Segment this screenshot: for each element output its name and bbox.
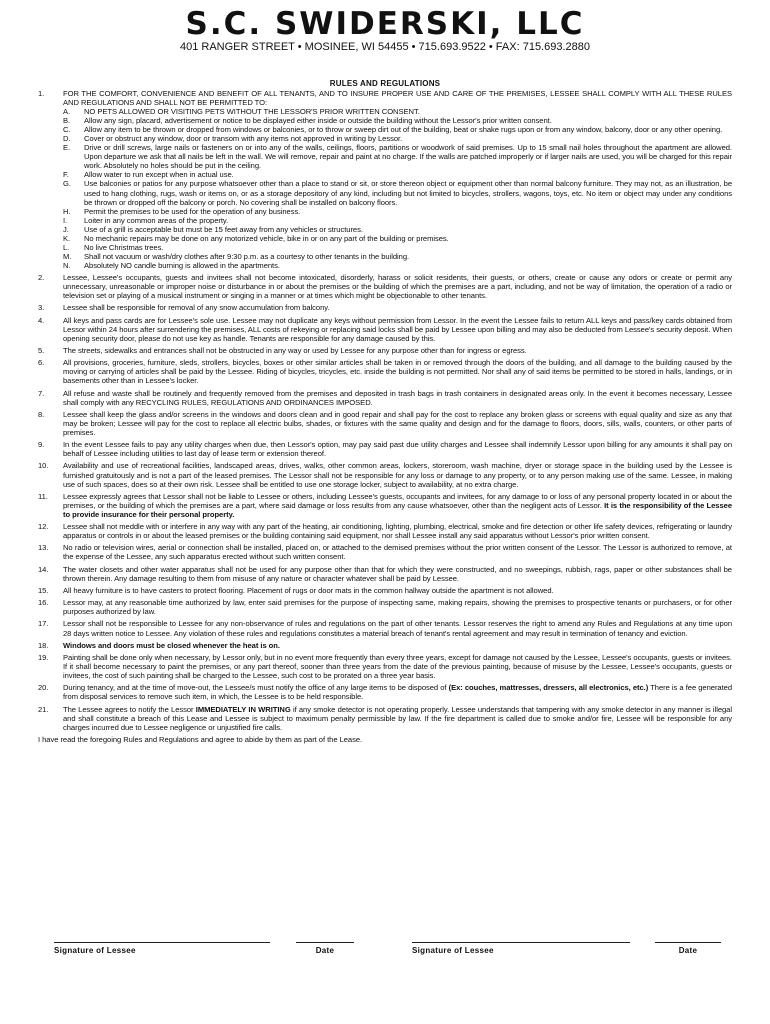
rule-text-part: Lessee shall keep the glass and/or screens in the windows and doors clean and in good repair and shall pay for the cost to replace any broken glass or screens with equal quality and size as any that may be broken; Lessee will pay for the cost to replace all electric bulbs, shades, or fixtures with the same quality and design and for the damage to floors, doors, sills, walls, counters, or other parts of premises. xyxy=(63,409,732,437)
rule-number: 3. xyxy=(38,303,45,313)
rule-text-bold: (Ex: couches, mattresses, dressers, all electronics, etc.) xyxy=(448,683,649,693)
rule-subitem xyxy=(63,252,732,261)
rule-item xyxy=(38,389,732,407)
rule-item xyxy=(38,492,732,519)
rule-subitem xyxy=(63,179,732,206)
subitem-text: Allow any item to be thrown or dropped from windows or balconies, or to throw or sweep dirt out of the building, beat or shake rugs upon or from any window, balcony, door or any other opening. xyxy=(84,125,723,135)
rule-text-part: Lessee shall be responsible for removal of any snow accumulation from balcony. xyxy=(63,303,330,313)
rule-text-part: Lessor may, at any reasonable time authorized by law, enter said premises for the purpose of inspecting same, making repairs, showing the premises to prospective tenants or purchasers, or for other purposes authorized by law. xyxy=(63,598,732,617)
rule-text-part: Painting shall be done only when necessary, by Lessor only, but in no event more frequently than every three years, except for damage not caused by the Lessee, Lessee's occupants, guests or invitees. If it shall become necessary to paint the premises, or any part thereof, sooner than three years from the date of the previous painting, because of misuse by the Lessee, Lessee's occupants, guests or invitees, the cost of such painting shall be charged to the Lessee, such cost to be prorated on a three year basis. xyxy=(63,653,732,681)
rule-text-bold: IMMEDIATELY IN WRITING xyxy=(195,704,291,714)
rule-text xyxy=(63,389,732,407)
rule-item xyxy=(38,641,732,650)
rule-text xyxy=(63,273,732,300)
date-line xyxy=(655,942,721,943)
rule-text-part: Availability and use of recreational facilities, landscaped areas, drives, walks, other common areas, lockers, storeroom, wash machine, dryer or storage space in the building used by the Lessee is furnished gratuitously and is not a part of the leased premises. The Lessor shall not be responsible for any loss or damage to any property, or to any person making use of the same. Lessee, in making use of such spaces, does so at their own risk. Lessee shall be entitled to use one storage locker, subject to availability, at no extra charge. xyxy=(63,461,732,489)
subitem-letter: N. xyxy=(63,260,71,270)
rule-number: 8. xyxy=(38,409,45,419)
rule-number: 16. xyxy=(38,598,49,608)
rule-text xyxy=(63,683,732,701)
rule-text xyxy=(63,598,732,616)
subitem-letter: M. xyxy=(63,251,72,261)
rule-subitems xyxy=(63,107,732,270)
company-address: 401 RANGER STREET • MOSINEE, WI 54455 • 715.693.9522 • FAX: 715.693.2880 xyxy=(179,41,590,53)
rule-item xyxy=(38,565,732,583)
rule-text xyxy=(63,492,732,519)
rule-subitem xyxy=(63,216,732,225)
signature-label: Signature of Lessee xyxy=(54,946,136,955)
signature-lessee-1 xyxy=(54,942,270,962)
rule-text-bold: Windows and doors must be closed whenever the heat is on. xyxy=(63,640,280,650)
rule-number: 7. xyxy=(38,388,45,398)
rule-text xyxy=(63,565,732,583)
rule-text xyxy=(63,358,732,385)
rule-number: 10. xyxy=(38,461,49,471)
subitem-letter: J. xyxy=(63,224,69,234)
document-title: RULES AND REGULATIONS xyxy=(329,79,441,88)
rule-subitem xyxy=(63,125,732,134)
rule-text-part: Lessor shall not be responsible to Lessee for any non-observance of rules and regulations on the part of other tenants. Lessor reserves the right to amend any Rules and Regulations at any time upon 28 days written notice to Lessee. Any violation of these rules and regulations constitutes a material breach of tenant's rental agreement and may result in termination of tenancy and eviction. xyxy=(63,619,732,638)
subitem-letter: H. xyxy=(63,206,71,216)
rule-text xyxy=(63,303,732,312)
subitem-text: Cover or obstruct any window, door or transom with any items not approved in writing by Lessor. xyxy=(84,134,403,144)
subitem-text: Drive or drill screws, large nails or fasteners on or into any of the walls, ceilings, floors, partitions or woodwork of said premises. Up to 15 small nail holes throughout the apartment are allowed. Upon departure we ask that all nails be left in the wall. We will remove, repair and paint at no charge. If the walls are patched improperly or if larger nails are used, you will be charged for this repair work. Absolutely no holes should be put in the ceiling. xyxy=(84,143,732,171)
rule-text-part: During tenancy, and at the time of move-out, the Lessee/s must notify the office of any large items to be disposed of xyxy=(63,683,447,693)
date-lessee-2 xyxy=(655,942,721,962)
subitem-letter: L. xyxy=(63,242,70,252)
rule-subitem xyxy=(63,143,732,170)
rule-number: 2. xyxy=(38,273,45,283)
rule-item xyxy=(38,522,732,540)
rule-text-part: All provisions, groceries, furniture, sleds, strollers, bicycles, boxes or other similar articles shall be taken in or removed through the doors of the building, and all damage to the building caused by the moving or carrying of articles shall be paid by the Lessee. Riding of bicycles, tricycles, etc. inside the building is not permitted. Nor shall any of said items be permitted to be stored in halls, landings, or in basements other than in Lessee's locker. xyxy=(63,358,732,386)
rule-text xyxy=(63,461,732,488)
rule-subitem xyxy=(63,207,732,216)
rule-subitem xyxy=(63,107,732,116)
subitem-text: Permit the premises to be used for the operation of any business. xyxy=(84,206,301,216)
rule-item xyxy=(38,316,732,343)
subitem-letter: G. xyxy=(63,179,71,189)
rule-number: 12. xyxy=(38,522,49,532)
rule-text-part: There is a fee generated from disposal services to remove such item, in which, the Lessee is to be held responsible. xyxy=(63,683,732,702)
rule-text-part: No radio or television wires, aerial or connection shall be installed, placed on, or attached to the demised premises without the prior written consent of the Lessor. The Lessor is authorized to remove, at the expense of the Lessee, any such apparatus erected without such written consent. xyxy=(63,543,732,562)
subitem-text: No mechanic repairs may be done on any motorized vehicle, bike in or on any part of the building or premises. xyxy=(84,233,449,243)
subitem-text: Allow water to run except when in actual use. xyxy=(84,170,234,180)
rule-number: 4. xyxy=(38,315,45,325)
rule-item xyxy=(38,705,732,732)
rule-item xyxy=(38,273,732,300)
subitem-letter: B. xyxy=(63,116,71,126)
rule-text-part: All keys and pass cards are for Lessee's sole use. Lessee may not duplicate any keys without permission from Lessor. In the event the Lessee fails to return ALL keys and pass/key cards obtained from Lessor within 24 hours after surrendering the premises, ALL costs of rekeying or replacing said locks shall be paid by Lessee upon billing and may also be deducted from Lessee's security deposit. When opening security door, please do not use key as handle. Tenants are responsible for any damage caused by this. xyxy=(63,315,732,343)
rule-text-part: The water closets and other water apparatus shall not be used for any purpose other than that for which they were constructed, and no sweepings, rubbish, rags, paper or other substances shall be thrown therein. Any damage resulting to them from misuse of any nature or character whatever shall be paid by Lessee. xyxy=(63,564,732,583)
subitem-letter: D. xyxy=(63,134,71,144)
subitem-letter: F. xyxy=(63,170,69,180)
subitem-text: Allow any sign, placard, advertisement or notice to be displayed either inside or outside the building without the Lessor's prior written consent. xyxy=(84,116,552,126)
rule-text xyxy=(63,586,732,595)
signature-label: Signature of Lessee xyxy=(412,946,494,955)
rule-text-part: if any smoke detector is not operating properly. Lessee understands that tampering with any smoke detector in any manner is illegal and shall constitute a breach of this Lease and Lessee is subject to maximum penalty permissible by law. If the fire department is called due to smoke and/or fire, Lessee will be responsible for any charges incurred due to Lessee negligence or unjustified fire calls. xyxy=(63,704,732,732)
rule-text xyxy=(63,705,732,732)
company-name: S.C. SWIDERSKI, LLC xyxy=(185,6,585,42)
rule-text-part: Lessee shall not meddle with or interfere in any way with any part of the heating, air conditioning, lighting, plumbing, electrical, smoke and fire detection or other life safety devices, refrigerating or laundry apparatus or controls in or about the leased premises or the building containing said equipment, nor shall Lessee install any said apparatus without Lessor's prior written consent. xyxy=(63,522,732,541)
subitem-text: Absolutely NO candle burning is allowed in the apartments. xyxy=(84,260,280,270)
rule-text xyxy=(63,410,732,437)
rule-number: 18. xyxy=(38,640,49,650)
subitem-text: No live Christmas trees. xyxy=(84,242,164,252)
rule-number: 11. xyxy=(38,491,48,501)
date-label: Date xyxy=(678,946,698,955)
rule-item xyxy=(38,303,732,312)
rule-text xyxy=(63,440,732,458)
rule-item-1 xyxy=(38,89,732,270)
rule-subitem xyxy=(63,170,732,179)
subitem-text: Use balconies or patios for any purpose whatsoever other than a place to stand or sit, or store thereon object or equipment other than normal balcony furniture. They may not, as an illustration, be used to hang clothing, rugs, wash or items on, or as a storage depository of any kind, including but not limited to bicycles, strollers, wagons, toys, etc. No item or object may under any conditions be thrown or dropped off the balcony or porch. No covering shall be installed on balcony floors. xyxy=(84,179,732,207)
signature-lessee-2 xyxy=(412,942,630,962)
rule-item xyxy=(38,586,732,595)
rule-item xyxy=(38,440,732,458)
rule-item xyxy=(38,683,732,701)
rule-text xyxy=(63,543,732,561)
rule-item xyxy=(38,543,732,561)
date-lessee-1 xyxy=(296,942,354,962)
rule-subitem xyxy=(63,225,732,234)
rule-subitem xyxy=(63,134,732,143)
rule-item xyxy=(38,598,732,616)
date-line xyxy=(296,942,354,943)
rule-number: 6. xyxy=(38,358,45,368)
subitem-letter: C. xyxy=(63,125,71,135)
rule-item xyxy=(38,461,732,488)
rule-subitem xyxy=(63,116,732,125)
acknowledgement-text: I have read the foregoing Rules and Regulations and agree to abide by them as part of the Lease. xyxy=(38,734,363,744)
rule-item xyxy=(38,410,732,437)
subitem-letter: E. xyxy=(63,143,71,153)
rule-number: 13. xyxy=(38,543,49,553)
rule-item xyxy=(38,653,732,680)
rule-text xyxy=(63,619,732,637)
rule-text-part: The Lessee agrees to notify the Lessor xyxy=(63,704,194,714)
rule-subitem xyxy=(63,261,732,270)
rule-text xyxy=(63,522,732,540)
rule-text xyxy=(63,653,732,680)
rule-number: 20. xyxy=(38,683,49,693)
rule-text-part: All heavy furniture is to have casters to protect flooring. Placement of rugs or door mats in the common hallway outside the apartment is not allowed. xyxy=(63,585,554,595)
subitem-letter: K. xyxy=(63,233,71,243)
rules-body xyxy=(38,89,732,744)
rule-text xyxy=(63,346,732,355)
subitem-letter: I. xyxy=(63,215,68,225)
rule-text xyxy=(63,316,732,343)
rule-number: 17. xyxy=(38,619,49,629)
rule-text-part: Lessee expressly agrees that Lessor shall not be liable to Lessee or others, including Lessee's guests, occupants and invitees, for any damage to or loss of any personal property located in or about the premises, or the building of which the premises are a part, where said damage or loss results from any cause whatsoever, other than the negligent acts of Lessor. xyxy=(63,491,732,510)
subitem-text: NO PETS ALLOWED OR VISITING PETS WITHOUT THE LESSOR'S PRIOR WRITTEN CONSENT. xyxy=(84,107,420,117)
subitem-text: Loiter in any common areas of the property. xyxy=(84,215,229,225)
date-label: Date xyxy=(315,946,335,955)
rule-text-part: In the event Lessee fails to pay any utility charges when due, then Lessor's option, may pay said past due utility charges and Lessee shall indemnify Lessor upon billing for any amounts it shall pay on behalf of Lessee including utilities to last day of lease term or extension thereof. xyxy=(63,440,732,459)
subitem-letter: A. xyxy=(63,107,71,117)
rule-number: 1. xyxy=(38,89,45,98)
rule-number: 9. xyxy=(38,440,45,450)
rule-text-part: The streets, sidewalks and entrances shall not be obstructed in any way or used by Lessee for any purpose other than for ingress or egress. xyxy=(63,346,527,356)
rule-number: 5. xyxy=(38,346,45,356)
subitem-text: Shall not vacuum or wash/dry clothes after 9:30 p.m. as a courtesy to other tenants in the building. xyxy=(84,251,410,261)
rule-number: 19. xyxy=(38,653,49,662)
rule-item xyxy=(38,619,732,637)
rule-item xyxy=(38,346,732,355)
rule-text xyxy=(63,641,732,650)
rule-subitem xyxy=(63,243,732,252)
rule-number: 15. xyxy=(38,585,49,595)
rule-number: 14. xyxy=(38,564,49,574)
rule-item xyxy=(38,358,732,385)
rule-text-part: All refuse and waste shall be routinely and frequently removed from the premises and deposited in trash bags in trash containers in designated areas only. In the event it becomes necessary, Lessee shall comply with any RECYCLING RULES, REGULATIONS AND ORDINANCES IMPOSED. xyxy=(63,388,732,407)
signature-line xyxy=(54,942,270,943)
rule-items xyxy=(38,273,732,732)
subitem-text: Use of a grill is acceptable but must be 15 feet away from any vehicles or structures. xyxy=(84,224,363,234)
rule-text-part: Lessee, Lessee's occupants, guests and invitees shall not become intoxicated, disorderly, harass or solicit residents, their guests, or others, create or cause any odors or create or permit any unnecessary, unreasonable or improper noise or disturbance in or about the premises or the building of which the premises are a part, including, and not be way of limitation, the operation of a radio or television set or playing of a musical instrument or singing in a manner or at times which might be objectionable to other tenants. xyxy=(63,273,732,301)
rule-text: FOR THE COMFORT, CONVENIENCE AND BENEFIT OF ALL TENANTS, AND TO INSURE PROPER USE AND CARE OF THE PREMISES, LESSEE SHALL COMPLY WITH ALL THESE RULES AND REGULATIONS AND SHALL NOT BE PERMITTED TO: xyxy=(63,89,732,108)
signature-line xyxy=(412,942,630,943)
rule-number: 21. xyxy=(38,704,49,714)
rule-text-bold: It is the responsibility of the Lessee to provide insurance for their personal property. xyxy=(63,500,732,519)
rule-subitem xyxy=(63,234,732,243)
